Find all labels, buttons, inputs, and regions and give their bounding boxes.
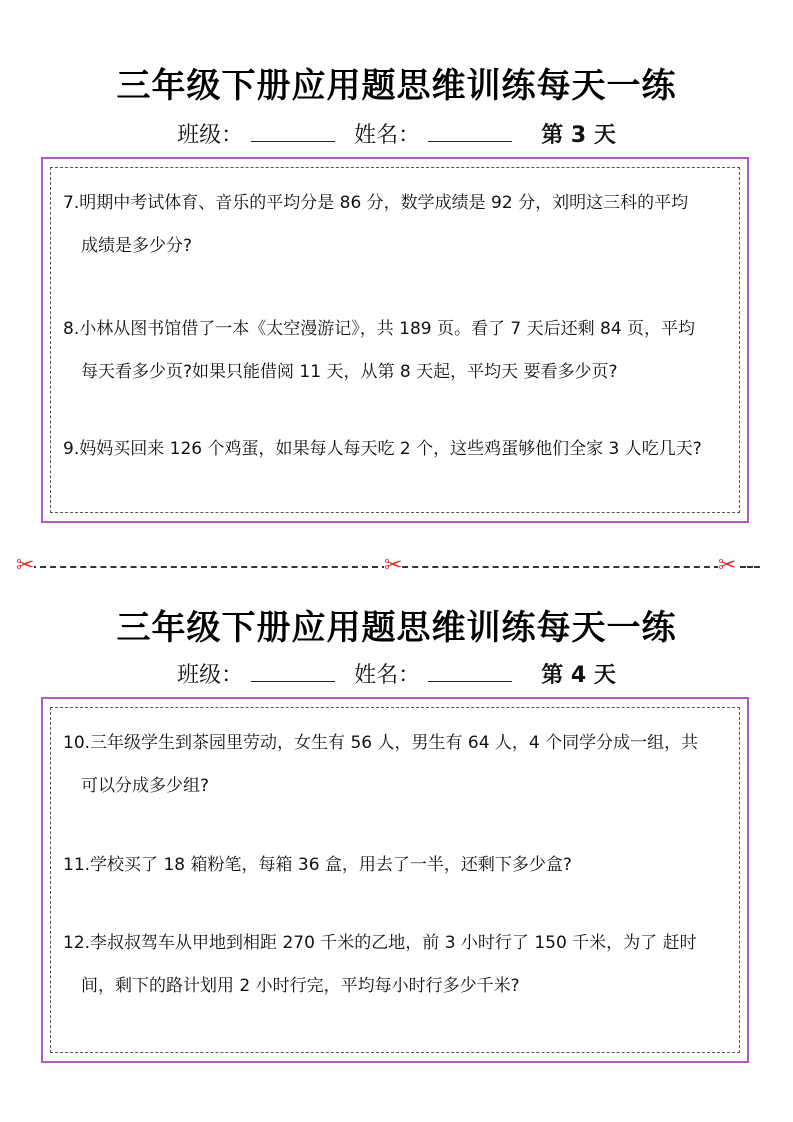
- name-label: 姓名：: [354, 663, 421, 688]
- student-info-row: [0, 118, 793, 149]
- question-frame: [41, 157, 749, 523]
- scissors-icon: ✂: [16, 553, 35, 578]
- day-label: 第 3 天: [541, 123, 616, 148]
- question-text: 12.李叔叔驾车从甲地到相距 270 千米的乙地，前 3 小时行了 150 千米，为了 赶时: [63, 933, 697, 953]
- question-text: 11.学校买了 18 箱粉笔，每箱 36 盒，用去了一半，还剩下多少盒?: [63, 855, 572, 875]
- cut-line-end: [740, 566, 760, 568]
- class-label: 班级：: [177, 663, 244, 688]
- scissors-icon: ✂: [384, 553, 403, 578]
- question-text: 8.小林从图书馆借了一本《太空漫游记》，共 189 页。看了 7 天后还剩 84 页，平均: [63, 319, 696, 339]
- cut-line: [30, 566, 730, 568]
- class-blank[interactable]: [251, 663, 335, 682]
- class-blank[interactable]: [251, 123, 335, 142]
- question-text-cont: 每天看多少页?如果只能借阅 11 天，从第 8 天起，平均天 要看多少页?: [81, 362, 618, 382]
- worksheet-title: 三年级下册应用题思维训练每天一练: [116, 608, 677, 648]
- question-text-cont: 间，剩下的路计划用 2 小时行完，平均每小时行多少千米?: [81, 976, 520, 996]
- class-label: 班级：: [177, 123, 244, 148]
- question-text: 9.妈妈买回来 126 个鸡蛋，如果每人每天吃 2 个，这些鸡蛋够他们全家 3 人吃几天?: [63, 439, 702, 459]
- question-box: [50, 167, 740, 513]
- question-8: [63, 308, 729, 394]
- worksheet-title: 三年级下册应用题思维训练每天一练: [116, 66, 677, 106]
- question-text-cont: 可以分成多少组?: [81, 776, 210, 796]
- question-12: [63, 922, 729, 1008]
- question-text-cont: 成绩是多少分?: [81, 236, 193, 256]
- question-text: 10.三年级学生到茶园里劳动，女生有 56 人，男生有 64 人，4 个同学分成一组，共: [63, 733, 699, 753]
- name-blank[interactable]: [428, 123, 512, 142]
- scissors-icon: ✂: [718, 553, 737, 578]
- question-7: [63, 182, 729, 268]
- student-info-row: [0, 658, 793, 689]
- name-blank[interactable]: [428, 663, 512, 682]
- question-box: [50, 707, 740, 1053]
- day-label: 第 4 天: [541, 663, 616, 688]
- question-10: [63, 722, 729, 808]
- name-label: 姓名：: [354, 123, 421, 148]
- question-11: [63, 844, 729, 887]
- question-frame: [41, 697, 749, 1063]
- question-9: [63, 428, 729, 471]
- question-text: 7.明期中考试体育、音乐的平均分是 86 分，数学成绩是 92 分，刘明这三科的平均: [63, 193, 689, 213]
